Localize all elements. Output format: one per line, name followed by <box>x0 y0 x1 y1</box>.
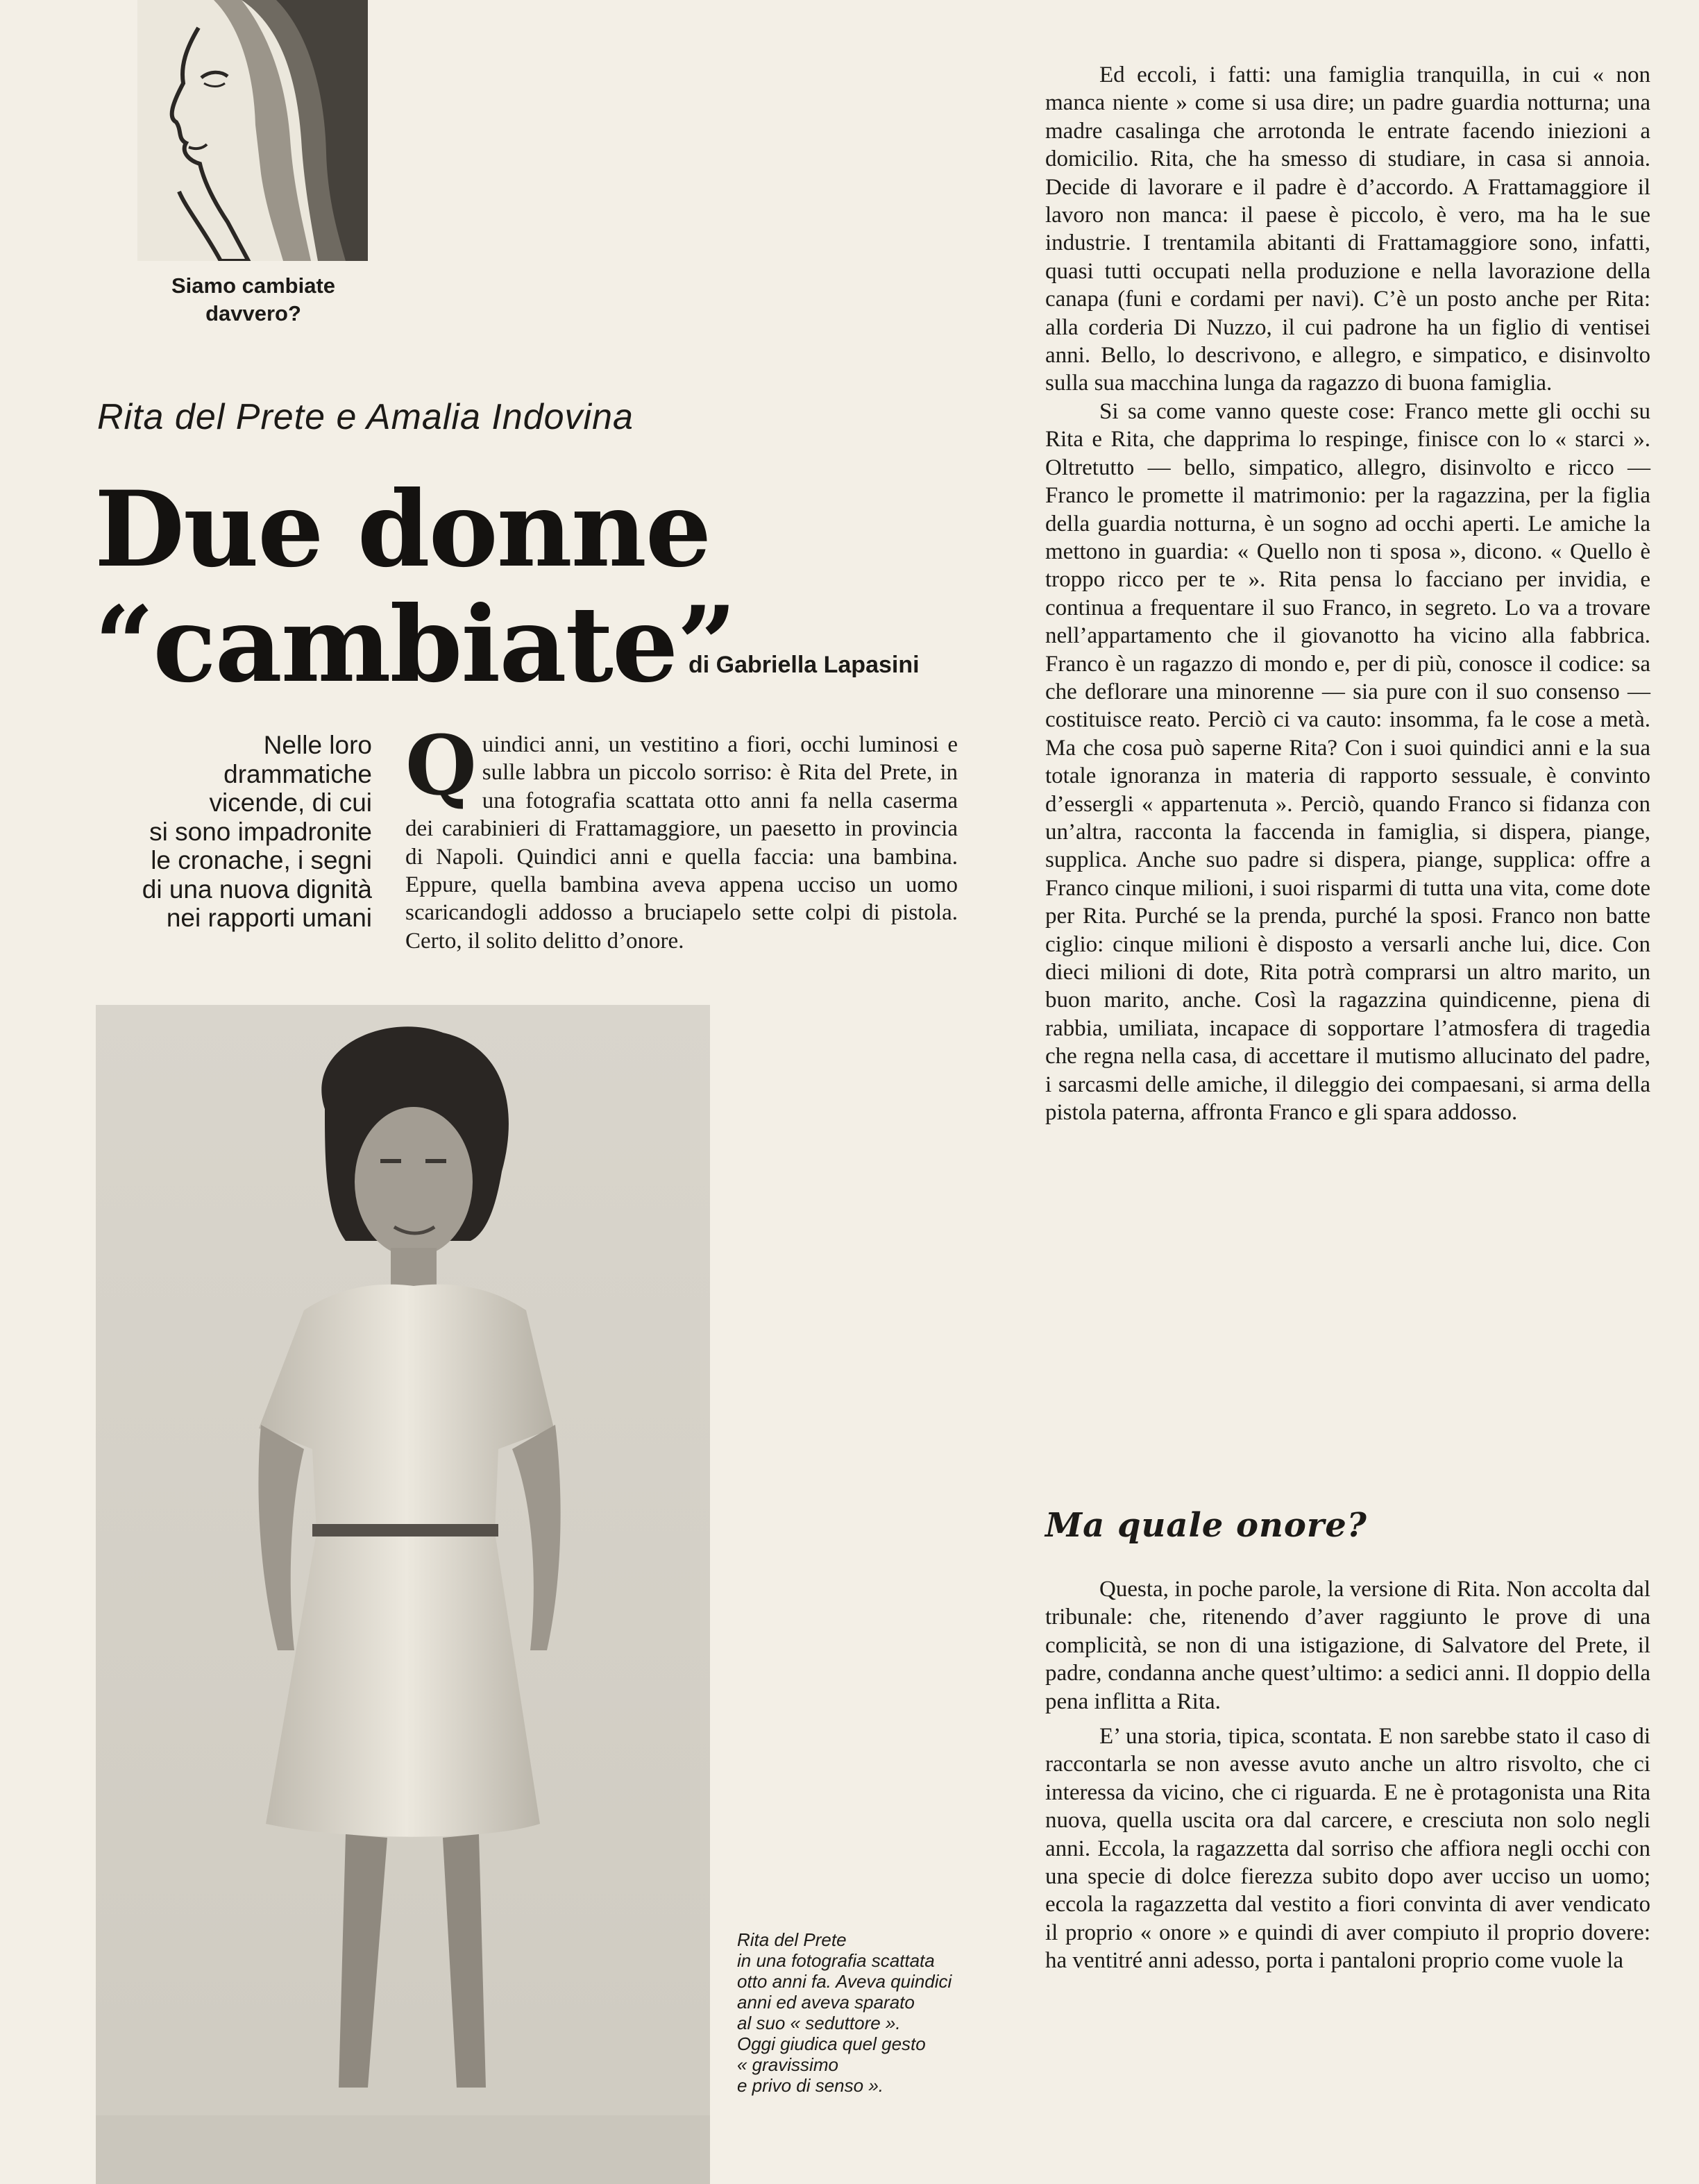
article-kicker: Rita del Prete e Amalia Indovina <box>97 397 634 437</box>
photo-caption-line: anni ed aveva sparato <box>737 1992 915 2013</box>
deck-line: drammatiche <box>223 759 372 788</box>
emblem-caption-line: Siamo cambiate <box>171 273 336 298</box>
photo-caption-line: e privo di senso ». <box>737 2075 884 2096</box>
section-subhead: Ma quale onore? <box>1045 1506 1367 1545</box>
right-column-bottom <box>1045 1575 1650 1975</box>
photo-caption-line: Oggi giudica quel gesto <box>737 2033 926 2054</box>
deck-line: nei rapporti umani <box>166 904 372 932</box>
intro-text: uindici anni, un vestitino a fiori, occhi luminosi e sulle labbra un piccolo sorriso: è Rita del Prete, in una fotografia scattata otto anni fa nella caserma dei carabinieri di Frattamaggiore, un paesetto in provincia di Napoli. Quindici anni e quella faccia: una bambina. Eppure, quella bambina aveva appena ucciso un uomo scaricandogli addosso a bruciapelo sette colpi di pistola. Certo, il solito delitto d’onore. <box>405 732 958 954</box>
profile-faces-illustration <box>137 0 368 261</box>
article-byline: di Gabriella Lapasini <box>688 652 920 678</box>
article-headline <box>94 468 788 706</box>
emblem-caption-line: davvero? <box>205 301 301 325</box>
article-deck <box>83 731 372 933</box>
body-paragraph: Questa, in poche parole, la versione di Rita. Non accolta dal tribunale: che, ritenendo d’aver raggiunto le prove di una complicità, se non di una istigazione, di Salvatore del Prete, il padre, condanna anche quest’ultimo: a sedici anni. Il doppio della pena inflitta a Rita. <box>1045 1577 1650 1714</box>
photo-caption-line: « gravissimo <box>737 2054 838 2075</box>
deck-line: vicende, di cui <box>209 788 372 817</box>
body-paragraph: Si sa come vanno queste cose: Franco mette gli occhi su Rita e Rita, che dapprima lo respinge, finisce con lo « starci ». Oltretutto — bello, simpatico, allegro, disinvolto e ricco — Franco le promette il matrimonio: per la ragazzina, per la figlia della guardia notturna, è un sogno ad occhi aperti. Le amiche la mettono in guardia: « Quello non ti sposa », dicono. « Quello è troppo ricco per te ». Rita pensa lo facciano per invidia, e continua a frequentare il suo Franco, in segreto. Lo va a trovare nell’appartamento che il giovanotto ha vicino alla fabbrica. Franco è un ragazzo di mondo e, per di più, conosce il codice: sa che deflorare una minorenne — sia pure con il suo consenso — costituisce reato. Perciò ci va cauto: insomma, fa le cose a metà. Ma che cosa può saperne Rita? Con i suoi quindici anni e la sua totale ignoranza in materia di rapporto sessuale, è convinto d’essergli « appartenuta ». Perciò, quando Franco si fidanza con un’altra, racconta la faccenda in famiglia, si dispera, piange, supplica. Anche suo padre si dispera, piange, supplica: offre a Franco cinque milioni, i suoi risparmi di tutta una vita, come dote per Rita. Purché se la prenda, purché la sposi. Franco non batte ciglio: cinque milioni è disposto a versarli anche lui, dice. Con dieci milioni di dote, Rita potrà comprarsi un altro marito, un buon marito, anche. Così la ragazzina quindicenne, piena di rabbia, umiliata, incapace di sopportare l’atmosfera di tragedia che regna nella casa, di accettare il mutismo allucinato del padre, i sarcasmi delle amiche, il dileggio dei compaesani, si arma della pistola paterna, affronta Franco e gli spara addosso. <box>1045 398 1650 1126</box>
photo-caption-line: in una fotografia scattata <box>737 1950 935 1971</box>
intro-column <box>405 717 958 955</box>
headline-line: “cambiate” <box>94 584 736 706</box>
rita-photo <box>96 1005 710 2184</box>
photo-caption-line: otto anni fa. Aveva quindici <box>737 1971 952 1992</box>
deck-line: di una nuova dignità <box>142 874 372 904</box>
photo-caption <box>737 1929 1015 2096</box>
deck-line: si sono impadronite <box>149 817 372 846</box>
body-paragraph: E’ una storia, tipica, scontata. E non sarebbe stato il caso di raccontarla se non avesse avuto anche un altro risvolto, che ci interessa da vicino, che ci riguarda. E ne è protagonista una Rita nuova, quella uscita ora dal carcere, e cresciuta non solo negli anni. Eccola, la ragazzetta dal sorriso che affiora negli occhi con una specie di dolce fierezza subito dopo aver ucciso un uomo; eccola la ragazzetta dal vestito a fiori convinta di aver vendicato il proprio « onore » e quindi di aver compiuto il proprio dovere: ha ventitré anni adesso, porta i pantaloni proprio come vuole la <box>1045 1724 1650 1974</box>
drop-cap: Q <box>405 717 477 813</box>
photo-caption-line: al suo « seduttore ». <box>737 2013 901 2033</box>
deck-line: Nelle loro <box>263 731 372 759</box>
headline-line: Due donne <box>94 468 711 591</box>
right-column-top <box>1045 61 1650 1126</box>
body-paragraph: Ed eccoli, i fatti: una famiglia tranquilla, in cui « non manca niente » come si usa dire; un padre guardia notturna; una madre casalinga che arrotonda le entrate facendo iniezioni a domicilio. Rita, che ha smesso di studiare, in casa si annoia. Decide di lavorare e il padre è d’accordo. A Frattamaggiore il lavoro non manca: il paese è piccolo, è vero, ma ha le sue industrie. I trentamila abitanti di Frattamaggiore sono, infatti, quasi tutti occupati nella produzione e nella lavorazione della canapa (funi e cordami per navi). C’è un posto anche per Rita: alla corderia Di Nuzzo, il cui padrone ha un figlio di ventisei anni. Bello, lo descrivono, e allegro, e simpatico, e disinvolto sulla sua macchina lunga da ragazzo di buona famiglia. <box>1045 62 1650 396</box>
photo-caption-line: Rita del Prete <box>737 1929 847 1950</box>
intro-paragraph <box>405 717 958 955</box>
deck-line: le cronache, i segni <box>151 846 372 874</box>
emblem-caption <box>125 272 382 328</box>
